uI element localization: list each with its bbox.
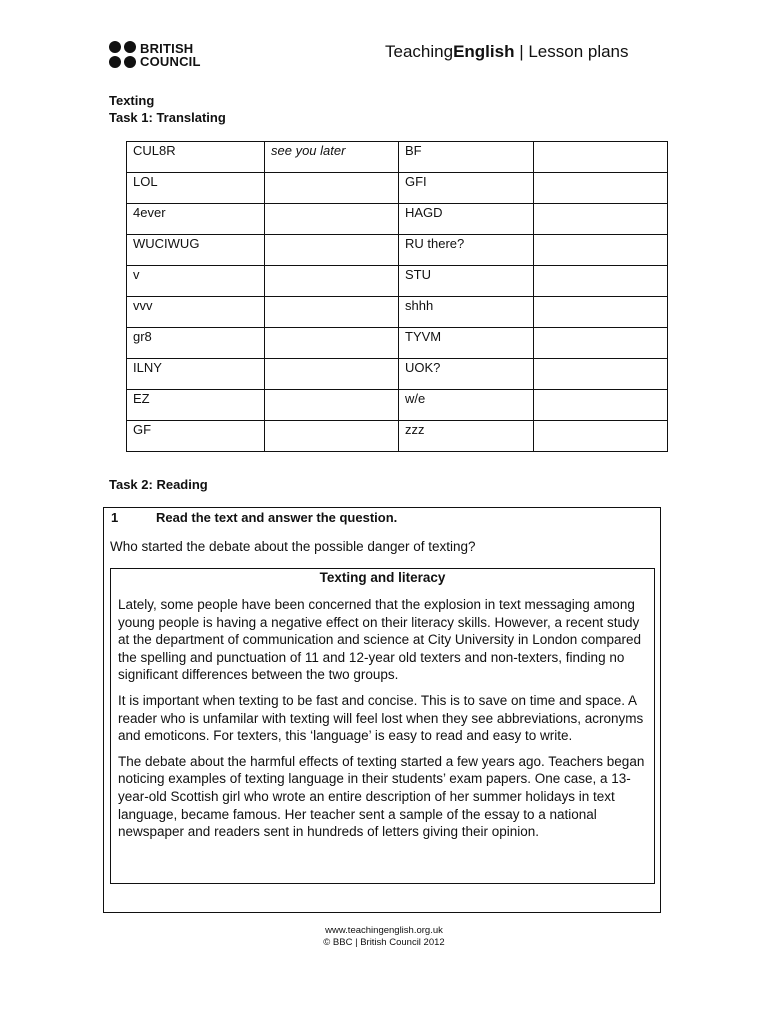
footer: [0, 925, 768, 949]
abbreviation-cell: TYVM: [399, 328, 534, 359]
translation-cell: [265, 266, 399, 297]
article-paragraph: The debate about the harmful effects of texting started a few years ago. Teachers began noticing examples of texting language in their students’ exam papers. One case, a 13-year-old Scottish girl who wrote an entire description of her summer holidays in text language, became famous. Her teacher sent a sample of the essay to a national newspaper and readers sent in hundreds of letters giving their opinion.: [118, 753, 645, 840]
abbreviation-cell: CUL8R: [127, 142, 265, 173]
abbreviation-cell: GF: [127, 421, 265, 452]
translation-cell: [265, 328, 399, 359]
question-text: Who started the debate about the possible danger of texting?: [110, 539, 476, 554]
abbreviation-cell: 4ever: [127, 204, 265, 235]
abbreviation-cell: v: [127, 266, 265, 297]
question-instruction: Read the text and answer the question.: [156, 510, 398, 525]
table-row: [127, 328, 668, 359]
abbreviation-cell: GFI: [399, 173, 534, 204]
table-row: [127, 266, 668, 297]
task2-heading: Task 2: Reading: [109, 477, 208, 492]
abbreviation-cell: LOL: [127, 173, 265, 204]
question-number: 1: [111, 510, 119, 525]
translation-cell: [534, 266, 668, 297]
translation-cell: [534, 204, 668, 235]
translation-cell: [265, 390, 399, 421]
abbreviation-cell: WUCIWUG: [127, 235, 265, 266]
footer-copyright: © BBC | British Council 2012: [323, 937, 445, 948]
footer-url[interactable]: www.teachingenglish.org.uk: [325, 925, 443, 936]
abbreviation-cell: BF: [399, 142, 534, 173]
translation-cell: [265, 204, 399, 235]
abbreviation-cell: EZ: [127, 390, 265, 421]
translation-cell: [534, 142, 668, 173]
table-row: [127, 421, 668, 452]
article-paragraph: It is important when texting to be fast and concise. This is to save on time and space. A reader who is unfamilar with texting will feel lost when they see abbreviations, acronyms and emoticons. For texters, this ‘language’ is easy to read and easy to write.: [118, 692, 644, 744]
translation-cell: [534, 297, 668, 328]
table-row: [127, 359, 668, 390]
abbreviation-cell: vvv: [127, 297, 265, 328]
abbreviation-cell: ILNY: [127, 359, 265, 390]
article-title: Texting and literacy: [319, 570, 446, 585]
document-title: Texting: [109, 93, 155, 108]
translation-cell: [534, 421, 668, 452]
abbreviation-cell: gr8: [127, 328, 265, 359]
table-row: [127, 204, 668, 235]
translation-cell: [534, 359, 668, 390]
translation-cell: [534, 173, 668, 204]
logo-dots-icon: [109, 41, 136, 68]
table-row: [127, 173, 668, 204]
logo-text: BRITISH COUNCIL: [140, 40, 201, 69]
abbreviation-cell: w/e: [399, 390, 534, 421]
translation-cell: see you later: [265, 142, 399, 173]
translation-cell: [265, 173, 399, 204]
abbreviation-cell: HAGD: [399, 204, 534, 235]
translation-cell: [265, 297, 399, 328]
translation-table: [126, 141, 668, 452]
table-row: [127, 390, 668, 421]
table-row: [127, 142, 668, 173]
header-brand: TeachingEnglish | Lesson plans: [385, 42, 629, 61]
table-row: [127, 297, 668, 328]
article-box: [110, 568, 655, 884]
abbreviation-cell: RU there?: [399, 235, 534, 266]
translation-cell: [265, 421, 399, 452]
abbreviation-cell: shhh: [399, 297, 534, 328]
abbreviation-cell: STU: [399, 266, 534, 297]
british-council-logo: [109, 41, 201, 68]
translation-cell: [534, 235, 668, 266]
translation-cell: [265, 359, 399, 390]
translation-cell: [265, 235, 399, 266]
abbreviation-cell: zzz: [399, 421, 534, 452]
task1-heading: Task 1: Translating: [109, 110, 226, 125]
table-row: [127, 235, 668, 266]
translation-cell: [534, 390, 668, 421]
article-paragraph: Lately, some people have been concerned that the explosion in text messaging among young people is having a negative effect on their literacy skills. However, a recent study at the department of communication and science at City University in London compared the spelling and punctuation of 11 and 12-year old texters and non-texters, finding no significant differences between the two groups.: [118, 597, 642, 683]
abbreviation-cell: UOK?: [399, 359, 534, 390]
reading-box: [103, 507, 661, 913]
translation-cell: [534, 328, 668, 359]
